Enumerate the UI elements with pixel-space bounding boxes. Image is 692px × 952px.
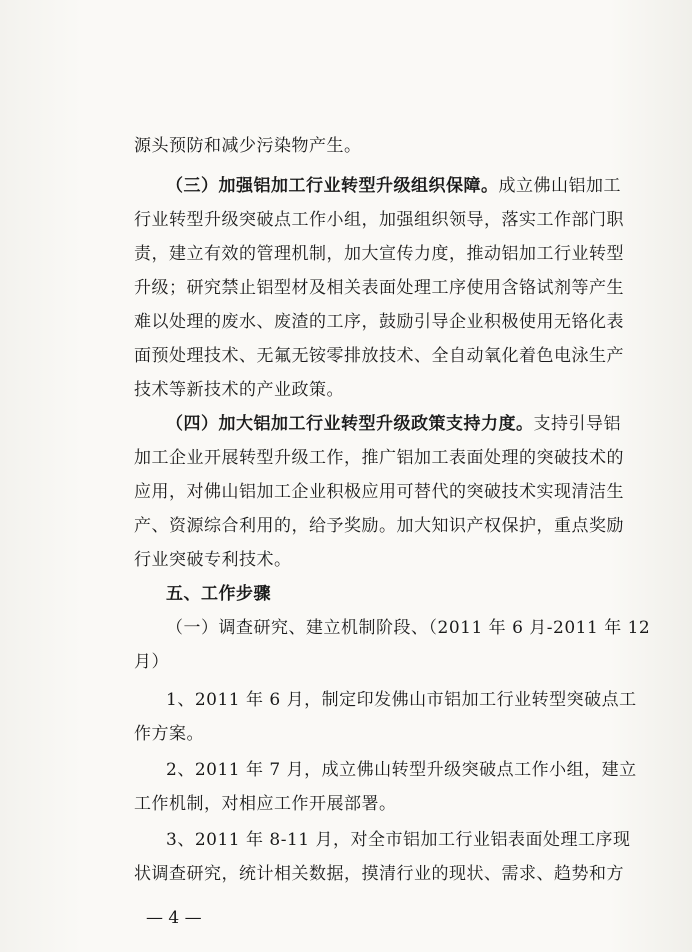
paragraph-line: 1、2011 年 6 月，制定印发佛山市铝加工行业转型突破点工 xyxy=(166,690,637,710)
paragraph-line: 3、2011 年 8-11 月，对全市铝加工行业铝表面处理工序现 xyxy=(166,830,631,850)
paragraph-line: （四）加大铝加工行业转型升级政策支持力度。支持引导铝 xyxy=(166,414,621,434)
paragraph-line: 责，建立有效的管理机制，加大宣传力度，推动铝加工行业转型 xyxy=(134,244,624,264)
paragraph-line: （一）调查研究、建立机制阶段、（2011 年 6 月-2011 年 12 xyxy=(166,618,651,638)
section-heading-3: （三）加强铝加工行业转型升级组织保障。 xyxy=(166,176,499,196)
paragraph-line: 难以处理的废水、废渣的工序，鼓励引导企业积极使用无铬化表 xyxy=(134,312,624,332)
paragraph-line: 工作机制，对相应工作开展部署。 xyxy=(134,794,397,814)
paragraph-line: （三）加强铝加工行业转型升级组织保障。成立佛山铝加工 xyxy=(166,176,621,196)
paragraph-line: 应用，对佛山铝加工企业积极应用可替代的突破技术实现清洁生 xyxy=(134,482,624,502)
paragraph-line: 行业转型升级突破点工作小组，加强组织领导，落实工作部门职 xyxy=(134,210,624,230)
paragraph-line: 月） xyxy=(134,652,169,672)
page-number: — 4 — xyxy=(146,908,202,928)
paragraph-line: 产、资源综合利用的，给予奖励。加大知识产权保护，重点奖励 xyxy=(134,516,624,536)
paragraph-line: 面预处理技术、无氟无铵零排放技术、全自动氧化着色电泳生产 xyxy=(134,346,624,366)
paragraph-line: 升级；研究禁止铝型材及相关表面处理工序使用含铬试剂等产生 xyxy=(134,278,624,298)
paragraph-line: 加工企业开展转型升级工作，推广铝加工表面处理的突破技术的 xyxy=(134,448,624,468)
paragraph-line: 作方案。 xyxy=(134,724,204,744)
section-heading-4: （四）加大铝加工行业转型升级政策支持力度。 xyxy=(166,414,534,434)
paragraph-line: 技术等新技术的产业政策。 xyxy=(134,380,344,400)
paragraph-line: 源头预防和减少污染物产生。 xyxy=(134,136,362,156)
chapter-heading: 五、工作步骤 xyxy=(166,584,271,604)
paragraph-line: 状调查研究，统计相关数据，摸清行业的现状、需求、趋势和方 xyxy=(134,864,624,884)
paragraph-line: 行业突破专利技术。 xyxy=(134,550,292,570)
paragraph-line: 2、2011 年 7 月，成立佛山转型升级突破点工作小组，建立 xyxy=(166,760,637,780)
